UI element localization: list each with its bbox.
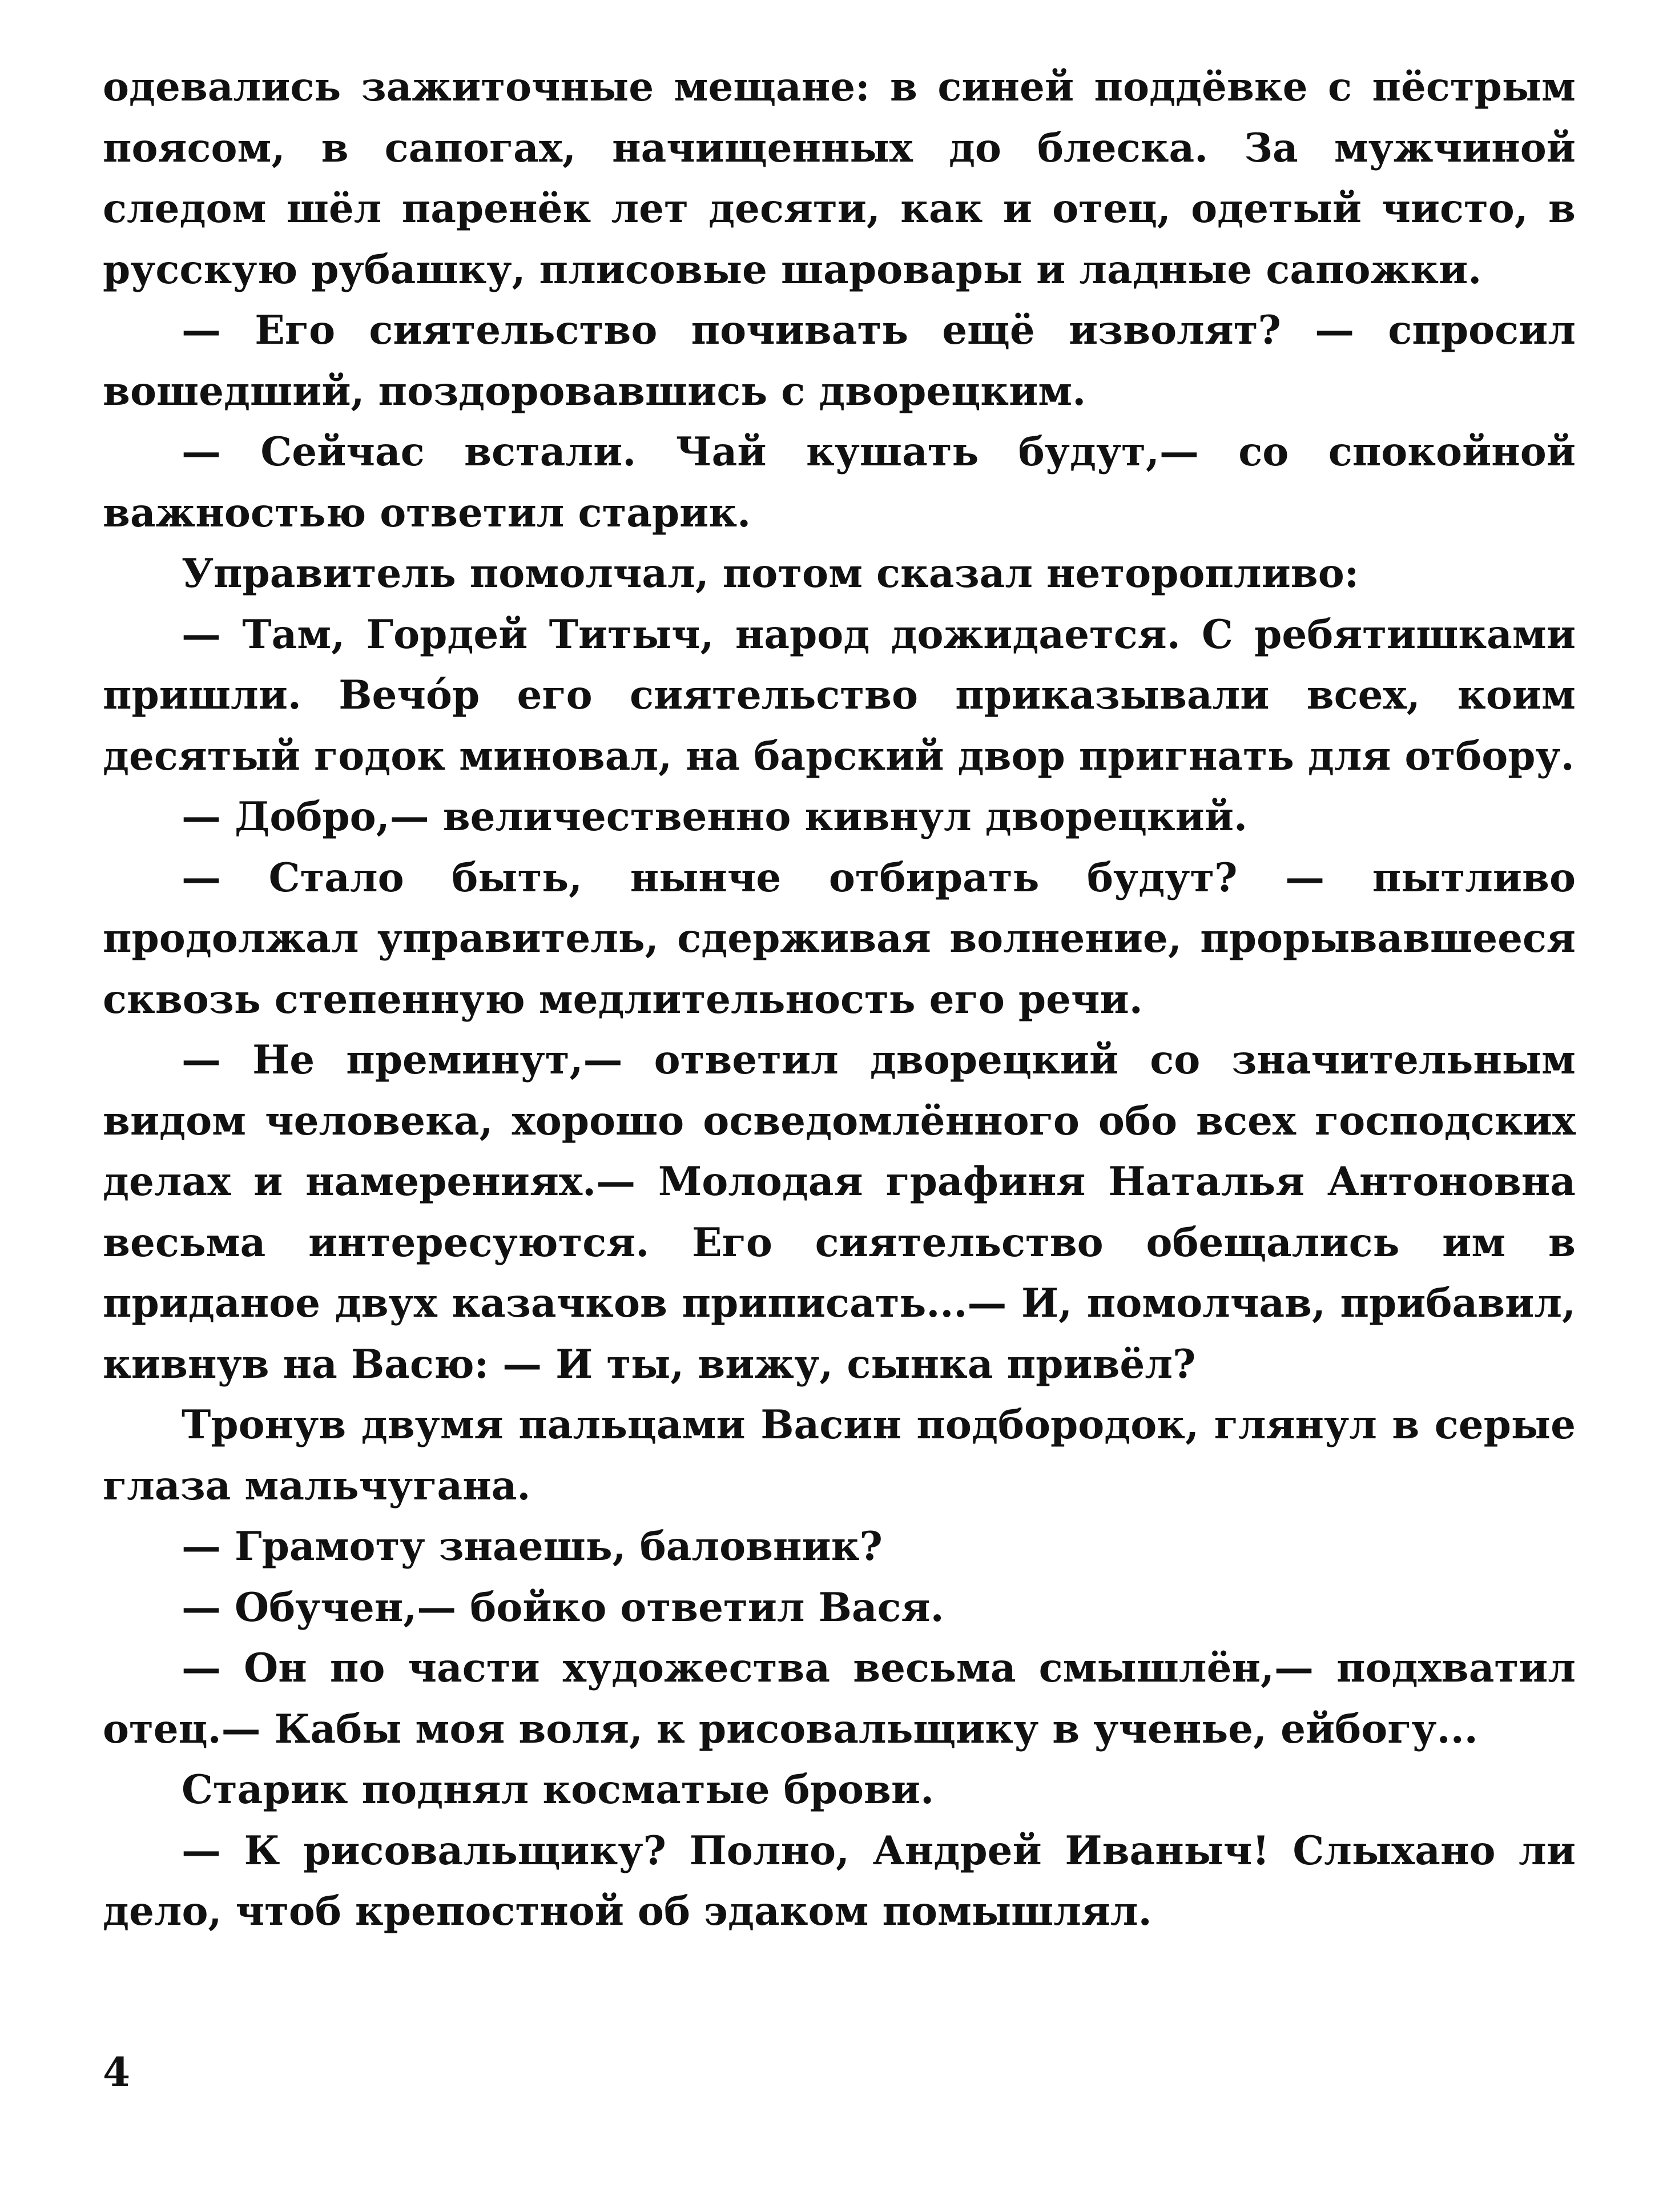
paragraph: — Добро,— величественно кивнул дворецкий. [182,794,1248,840]
paragraph: — Грамоту знаешь, баловник? [182,1523,883,1570]
paragraph: — Не преминут,— ответил дворецкий со значительным видом человека, хорошо осведомлённого обо всех господских делах и намерениях.— Молодая графиня Наталья Антоновна весьма интересуются. Его сиятельство обещались им в приданое двух казачков приписать...— И, помолчав, прибавил, кивнув на Васю: — И ты, вижу, сынка привёл? [103,1037,1576,1387]
paragraph: — Обучен,— бойко ответил Вася. [182,1584,944,1631]
paragraph: Тронув двумя пальцами Васин подбородок, глянул в серые глаза мальчугана. [103,1402,1576,1509]
paragraph: — Стало быть, нынче отбирать будут? — пытливо продолжал управитель, сдерживая волнение, прорывавшееся сквозь степенную медлительность его речи. [103,854,1576,1023]
paragraph: Старик поднял косматые брови. [182,1767,935,1813]
paragraph: — Он по части художества весьма смышлён,— подхватил отец.— Кабы моя воля, к рисовальщику в ученье, ейбогу... [103,1645,1576,1752]
paragraph: — Там, Гордей Титыч, народ дожидается. С ребятишками пришли. Вечо́р его сиятельство приказывали всех, коим десятый годок миновал, на барский двор пригнать для отбору. [103,611,1576,779]
paragraph: Управитель помолчал, потом сказал неторопливо: [182,550,1359,597]
page-number: 4 [103,2049,131,2096]
paragraph: — Его сиятельство почивать ещё изволят? — спросил вошедший, поздоровавшись с дворецким. [103,307,1576,415]
paragraph: одевались зажиточные мещане: в синей поддёвке с пёстрым поясом, в сапогах, начищенных до блеска. За мужчиной следом шёл паренёк лет десяти, как и отец, одетый чисто, в русскую рубашку, плисовые шаровары и ладные сапожки. [103,64,1576,293]
paragraph: — Сейчас встали. Чай кушать будут,— со спокойной важностью ответил старик. [103,429,1576,536]
page-text-body [103,57,1576,1942]
paragraph: — К рисовальщику? Полно, Андрей Иваныч! Слыхано ли дело, чтоб крепостной об эдаком помышлял. [103,1827,1576,1935]
